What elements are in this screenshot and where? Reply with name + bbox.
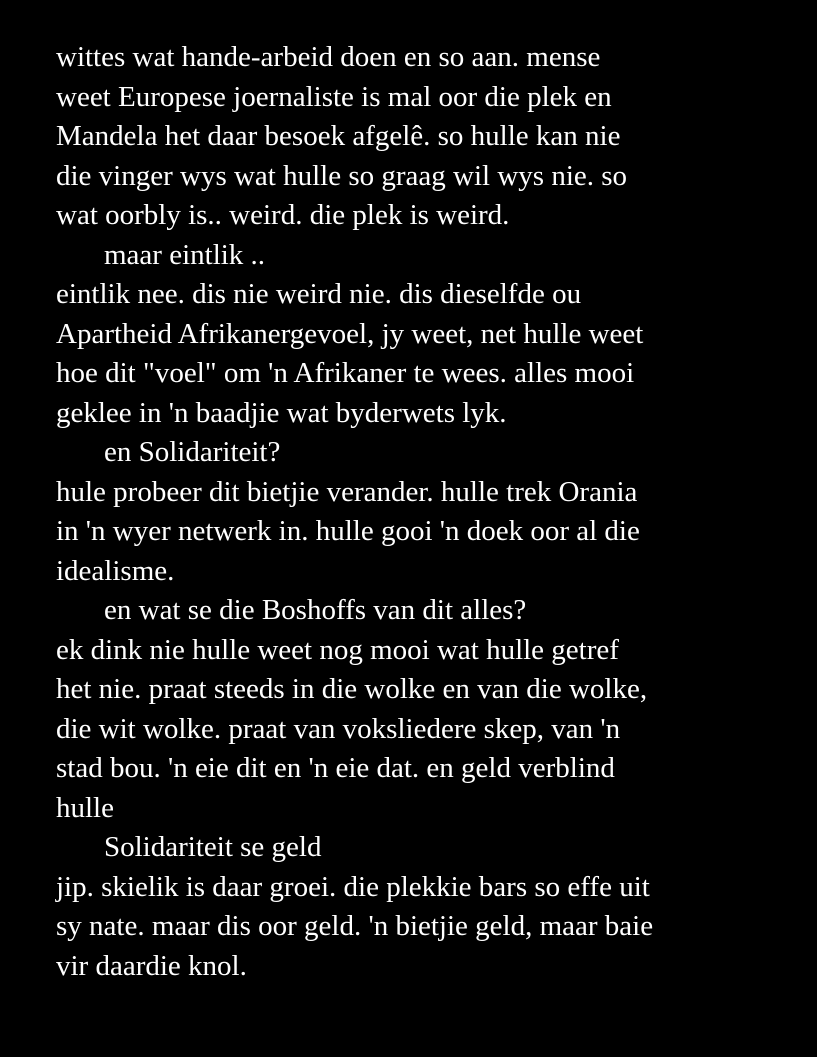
text-line: vir daardie knol.: [56, 949, 247, 982]
text-line: eintlik nee. dis nie weird nie. dis dieselfde ou: [56, 278, 582, 310]
text-line: wittes wat hande-arbeid doen en so aan. mense: [56, 41, 601, 73]
text-line: sy nate. maar dis oor geld. 'n bietjie geld, maar baie: [56, 910, 654, 942]
text-line: wat oorbly is.. weird. die plek is weird.: [56, 199, 510, 231]
text-line: jip. skielik is daar groei. die plekkie bars so effe uit: [56, 870, 650, 903]
text-line: het nie. praat steeds in die wolke en van die wolke,: [56, 673, 648, 705]
text-line: hule probeer dit bietjie verander. hulle trek Orania: [56, 475, 638, 508]
text-line: weet Europese joernaliste is mal oor die plek en: [56, 80, 612, 113]
document-text: [56, 38, 801, 986]
dialogue-line: maar eintlik ..: [104, 238, 266, 271]
text-line: idealisme.: [56, 554, 175, 587]
text-line: die wit wolke. praat van voksliedere skep, van 'n: [56, 712, 621, 745]
dialogue-line: Solidariteit se geld: [104, 831, 322, 863]
text-line: die vinger wys wat hulle so graag wil wys nie. so: [56, 159, 628, 192]
text-line: ek dink nie hulle weet nog mooi wat hulle getref: [56, 633, 619, 666]
dialogue-line: en Solidariteit?: [104, 436, 281, 468]
dialogue-line: en wat se die Boshoffs van dit alles?: [104, 594, 527, 626]
text-line: stad bou. 'n eie dit en 'n eie dat. en geld verblind: [56, 752, 615, 784]
text-line: in 'n wyer netwerk in. hulle gooi 'n doek oor al die: [56, 515, 640, 547]
text-line: Mandela het daar besoek afgelê. so hulle kan nie: [56, 120, 621, 152]
text-line: Apartheid Afrikanergevoel, jy weet, net hulle weet: [56, 317, 644, 350]
text-line: hulle: [56, 791, 114, 824]
text-line: hoe dit "voel" om 'n Afrikaner te wees. alles mooi: [56, 357, 635, 389]
text-line: geklee in 'n baadjie wat byderwets lyk.: [56, 396, 507, 429]
